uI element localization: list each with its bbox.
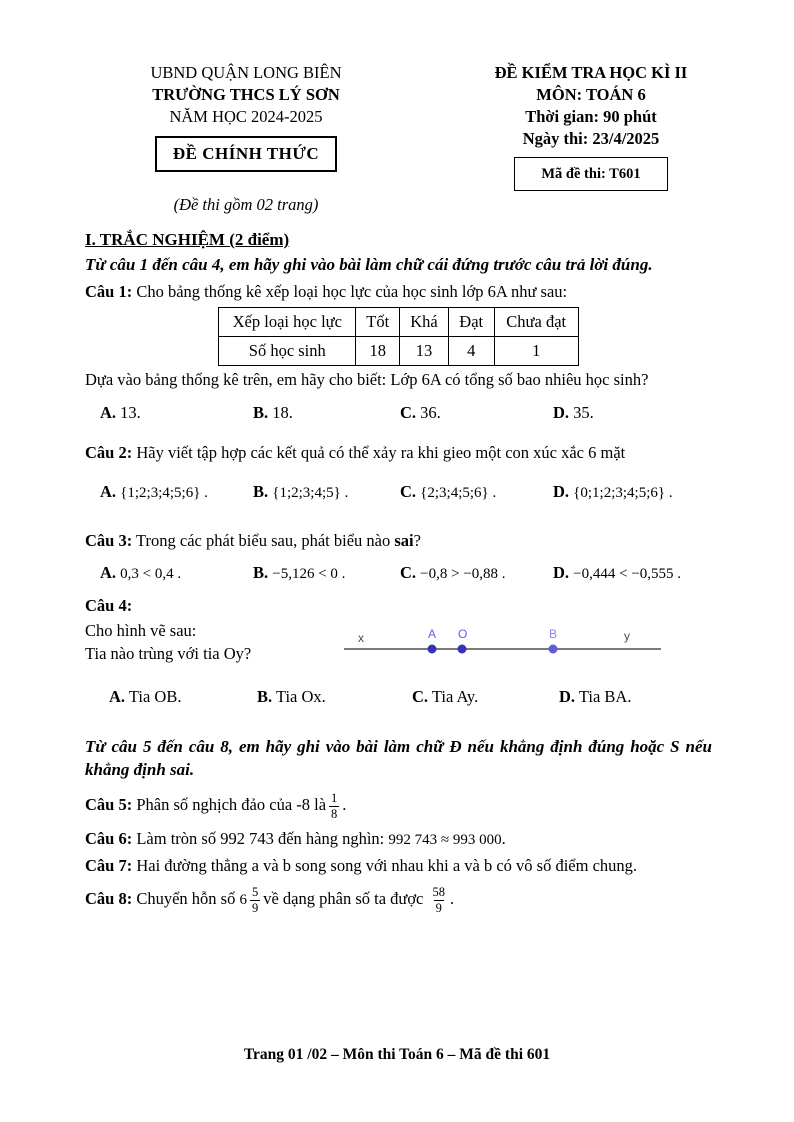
question-4-label-line	[85, 594, 712, 617]
question-3-options	[85, 561, 712, 586]
table-cell: 4	[448, 337, 494, 366]
question-8-label: Câu 8:	[85, 889, 133, 908]
question-7-text: Hai đường thẳng a và b song song với nhau khi a và b có vô số điểm chung.	[136, 856, 638, 875]
option-text: −0,444 < −0,555 .	[573, 566, 682, 582]
question-5-label: Câu 5:	[85, 795, 133, 814]
question-5-text: Phân số nghịch đảo của -8 là	[136, 795, 327, 814]
option-letter: A.	[100, 403, 117, 422]
question-1-label: Câu 1:	[85, 282, 133, 301]
question-5-period: .	[342, 795, 347, 814]
question-7-label: Câu 7:	[85, 856, 133, 875]
fraction	[250, 885, 260, 915]
exam-duration: Thời gian: 90 phút	[525, 107, 657, 126]
option-d	[553, 401, 712, 425]
option-c	[400, 561, 553, 586]
table-header-cell: Tốt	[356, 308, 400, 337]
exam-subject: MÔN: TOÁN 6	[536, 85, 646, 104]
question-5	[85, 785, 712, 825]
section-title: I. TRẮC NGHIỆM (2 điểm)	[85, 230, 290, 249]
question-6-text: Làm tròn số 992 743 đến hàng nghìn:	[136, 829, 385, 848]
option-a	[100, 480, 253, 505]
question-8-period: .	[450, 889, 455, 908]
option-text: 35.	[573, 403, 594, 422]
question-3-text-end: ?	[413, 531, 421, 550]
option-d	[553, 561, 712, 586]
option-text: Tia BA.	[578, 687, 632, 706]
stats-table	[218, 307, 578, 366]
question-6	[85, 827, 712, 852]
question-4-line2: Tia nào trùng với tia Oy?	[85, 644, 252, 663]
exam-info-block	[470, 62, 712, 191]
question-6-label: Câu 6:	[85, 829, 133, 848]
option-text: 36.	[420, 403, 441, 422]
option-letter: A.	[100, 482, 117, 501]
option-text: −5,126 < 0 .	[272, 566, 346, 582]
denominator: 9	[251, 900, 259, 915]
page-count-note: (Đề thi gồm 02 trang)	[173, 195, 319, 214]
option-letter: B.	[257, 687, 273, 706]
exam-code-box: Mã đề thi: T601	[514, 157, 667, 191]
option-text: Tia Ox.	[275, 687, 326, 706]
question-3-text: Trong các phát biểu sau, phát biểu nào	[136, 531, 395, 550]
question-2-label: Câu 2:	[85, 443, 133, 462]
exam-date: Ngày thi: 23/4/2025	[522, 129, 660, 148]
option-letter: D.	[553, 403, 570, 422]
ray-figure	[343, 623, 665, 663]
denominator: 9	[435, 900, 442, 915]
numerator: 1	[331, 791, 338, 806]
question-3-label: Câu 3:	[85, 531, 133, 550]
option-text: 0,3 < 0,4 .	[120, 566, 182, 582]
question-8-text-mid: về dạng phân số ta được	[263, 889, 424, 908]
option-text: {1;2;3;4;5;6} .	[120, 485, 208, 501]
table-header-cell: Đạt	[448, 308, 494, 337]
option-b	[253, 561, 400, 586]
option-a	[100, 401, 253, 425]
school-block	[85, 62, 407, 216]
option-letter: A.	[100, 563, 117, 582]
option-letter: D.	[553, 482, 570, 501]
question-4-line1: Cho hình vẽ sau:	[85, 621, 197, 640]
label-y: y	[624, 629, 630, 643]
instruction-q1-q4: Từ câu 1 đến câu 4, em hãy ghi vào bài làm chữ cái đứng trước câu trả lời đúng.	[85, 255, 653, 274]
table-header-row	[219, 308, 578, 337]
question-7	[85, 854, 712, 877]
option-text: {2;3;4;5;6} .	[420, 485, 497, 501]
question-1-text: Cho bảng thống kê xếp loại học lực của học sinh lớp 6A như sau:	[136, 282, 568, 301]
option-letter: C.	[400, 563, 417, 582]
option-a	[109, 685, 257, 709]
question-1	[85, 280, 712, 303]
option-letter: B.	[253, 482, 269, 501]
option-text: 18.	[272, 403, 293, 422]
label-x: x	[358, 631, 364, 645]
question-8-text-pre: Chuyển hỗn số	[136, 889, 236, 908]
instruction-q5-q8: Từ câu 5 đến câu 8, em hãy ghi vào bài làm chữ Đ nếu khẳng định đúng hoặc S nếu khẳng định sai.	[85, 737, 712, 779]
option-letter: C.	[400, 482, 417, 501]
option-b	[253, 480, 400, 505]
question-1-text2: Dựa vào bảng thống kê trên, em hãy cho biết: Lớp 6A có tổng số bao nhiêu học sinh?	[85, 370, 649, 389]
option-text: 13.	[120, 403, 141, 422]
option-c	[400, 401, 553, 425]
option-c	[412, 685, 559, 709]
option-text: {1;2;3;4;5} .	[272, 485, 349, 501]
option-letter: A.	[109, 687, 126, 706]
option-letter: B.	[253, 563, 269, 582]
question-6-math: 992 743 ≈ 993 000	[388, 832, 502, 848]
option-letter: B.	[253, 403, 269, 422]
question-3	[85, 529, 712, 552]
numerator: 58	[432, 885, 446, 900]
question-8	[85, 879, 712, 920]
table-row	[219, 337, 578, 366]
point-o	[458, 645, 467, 654]
question-6-period: .	[501, 829, 506, 848]
question-2-text: Hãy viết tập hợp các kết quả có thể xảy ra khi gieo một con xúc xắc 6 mặt	[136, 443, 626, 462]
option-letter: C.	[400, 403, 417, 422]
fraction	[329, 791, 339, 821]
table-cell: 13	[400, 337, 449, 366]
label-o: O	[458, 627, 468, 641]
question-4-options	[85, 685, 712, 709]
option-letter: C.	[412, 687, 429, 706]
option-b	[257, 685, 412, 709]
table-cell: 1	[494, 337, 578, 366]
question-4-body	[85, 619, 712, 665]
option-letter: D.	[559, 687, 576, 706]
option-d	[553, 480, 712, 505]
label-b: B	[549, 627, 558, 641]
school-year: NĂM HỌC 2024-2025	[169, 107, 323, 126]
point-a	[428, 645, 437, 654]
option-text: −0,8 > −0,88 .	[420, 566, 506, 582]
authority-name: UBND QUẬN LONG BIÊN	[150, 63, 342, 82]
school-name: TRƯỜNG THCS LÝ SƠN	[152, 85, 340, 104]
fraction	[431, 885, 448, 915]
table-header-cell: Khá	[400, 308, 449, 337]
table-cell: Số học sinh	[219, 337, 356, 366]
label-a: A	[428, 627, 437, 641]
question-3-bold-word: sai	[394, 531, 414, 550]
denominator: 8	[331, 806, 338, 821]
question-4-label: Câu 4:	[85, 596, 133, 615]
numerator: 5	[251, 885, 259, 900]
question-4-text	[85, 619, 343, 665]
point-b	[549, 645, 558, 654]
table-cell: 18	[356, 337, 400, 366]
exam-title: ĐỀ KIỂM TRA HỌC KÌ II	[494, 63, 688, 82]
option-b	[253, 401, 400, 425]
option-d	[559, 685, 712, 709]
option-a	[100, 561, 253, 586]
mixed-number-whole: 6	[239, 892, 247, 908]
page-footer: Trang 01 /02 – Môn thi Toán 6 – Mã đề thi 601	[243, 1046, 551, 1063]
question-1-options	[85, 401, 712, 425]
official-exam-box: ĐỀ CHÍNH THỨC	[155, 136, 337, 172]
option-text: Tia Ay.	[431, 687, 479, 706]
header	[85, 62, 712, 216]
option-text: Tia OB.	[128, 687, 182, 706]
table-header-cell: Chưa đạt	[494, 308, 578, 337]
question-2	[85, 441, 712, 464]
table-header-cell: Xếp loại học lực	[219, 308, 356, 337]
option-c	[400, 480, 553, 505]
question-2-options	[85, 480, 712, 505]
option-letter: D.	[553, 563, 570, 582]
option-text: {0;1;2;3;4;5;6} .	[573, 485, 673, 501]
